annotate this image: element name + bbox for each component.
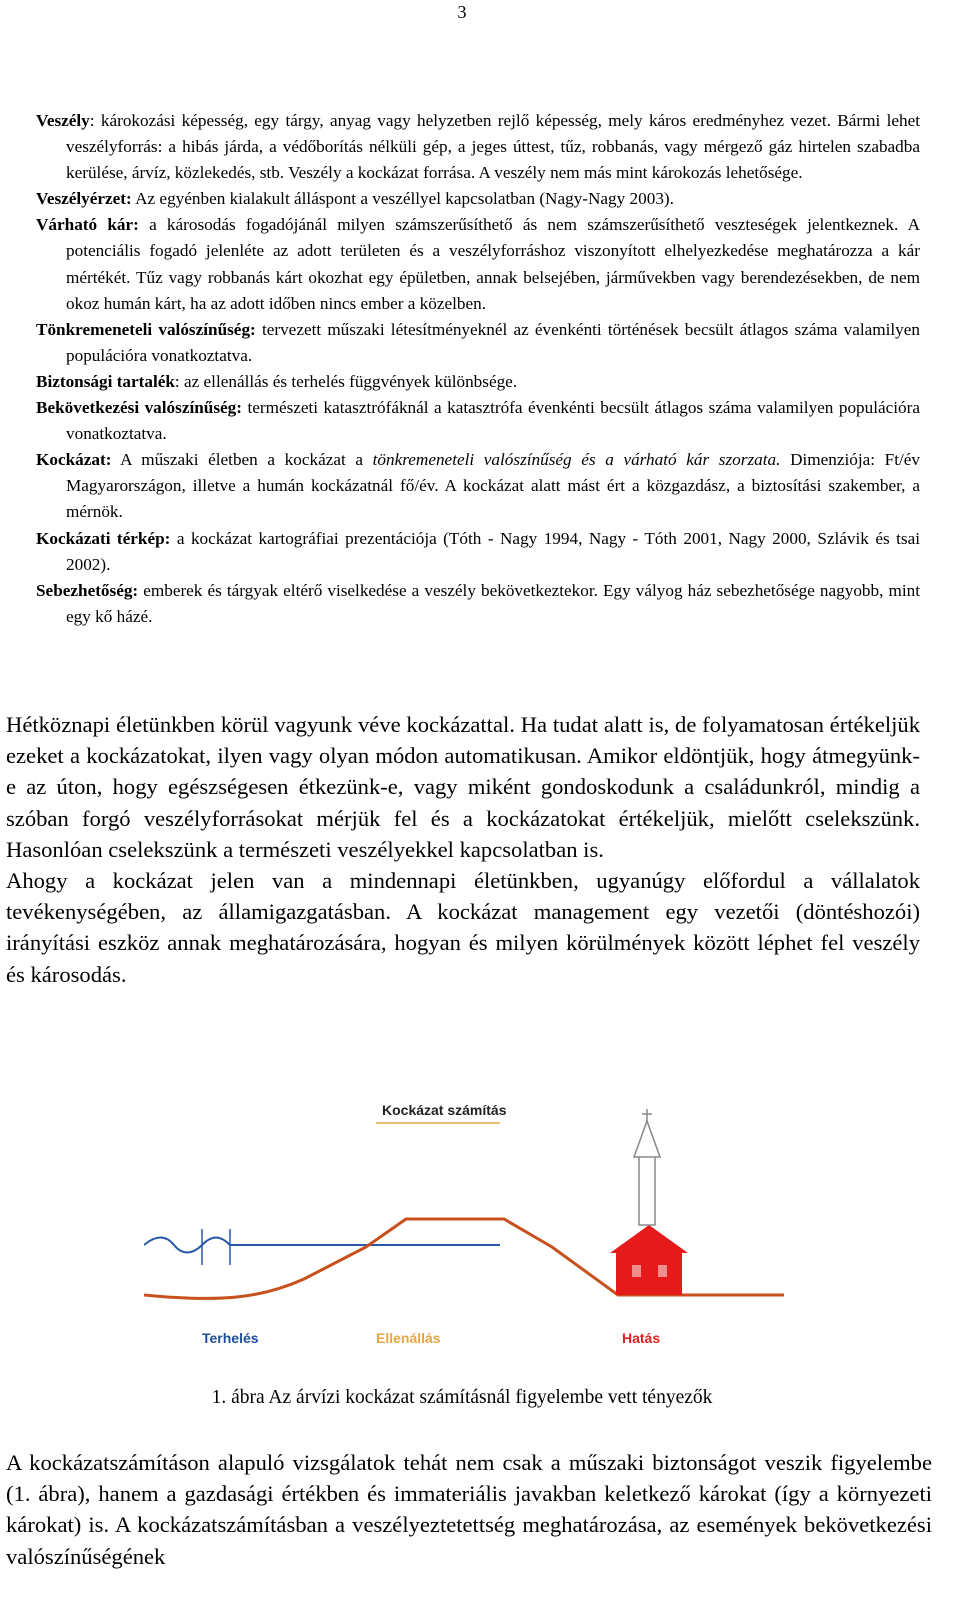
definition-kockazat <box>36 447 920 525</box>
term: Kockázati térkép: <box>36 528 171 548</box>
definition-text: : az ellenállás és terhelés függvények különbsége. <box>174 371 518 391</box>
page-number: 3 <box>457 2 467 22</box>
definition-bekovetkezesi <box>36 395 920 447</box>
term: Veszélyérzet: <box>36 189 132 209</box>
figure-title: Kockázat számítás <box>382 1102 507 1118</box>
definition-tonkremeneteli <box>36 317 920 369</box>
house-window <box>658 1265 667 1277</box>
definition-varhato-kar <box>36 212 920 316</box>
label-ellenallas: Ellenállás <box>376 1330 441 1346</box>
body-text-2 <box>6 1447 932 1572</box>
definition-text: a kockázat kartográfiai prezentációja (Tóth - Nagy 1994, Nagy - Tóth 2001, Nagy 2000, Szlávik és tsai 2002). <box>66 528 920 574</box>
flood-risk-diagram <box>144 1047 784 1385</box>
figure-caption: 1. ábra Az árvízi kockázat számításnál figyelembe vett tényezők <box>211 1387 713 1408</box>
term: Várható kár: <box>36 215 139 235</box>
body-text-1 <box>6 709 920 990</box>
definition-italic: tönkremeneteli valószínűség és a várható kár szorzata. <box>372 450 781 470</box>
house-roof <box>610 1225 688 1253</box>
definition-text: tervezett műszaki létesítményeknél az évenkénti történések becsült átlagos száma valamilyen populációra vonatkoztatva. <box>66 319 920 365</box>
definition-text: a károsodás fogadójánál milyen számszerűsíthető ás nem számszerűsíthető veszteségek jelentkeznek. A potenciális fogadó jelenléte az adott területen és a veszélyforráshoz viszonyított elhelyezkedése meghatározza a kár mértékét. Tűz vagy robbanás kárt okozhat egy épületben, annak belsejében, járművekben vagy berendezésekben, de nem okoz humán kárt, ha az adott időben nincs ember a közelben. <box>66 215 920 313</box>
definition-text: természeti katasztrófáknál a katasztrófa évenkénti becsült átlagos száma valamilyen populációra vonatkoztatva. <box>66 398 920 444</box>
term: Biztonsági tartalék <box>36 371 175 391</box>
term: Veszély <box>36 111 90 130</box>
label-terheles: Terhelés <box>202 1330 259 1346</box>
label-hatas: Hatás <box>622 1330 661 1346</box>
term: Kockázat: <box>36 450 112 470</box>
term: Sebezhetőség: <box>36 580 139 600</box>
definition-kockazati-terkep <box>36 526 920 578</box>
definition-text: Az egyénben kialakult álláspont a veszéllyel kapcsolatban (Nagy-Nagy 2003). <box>131 189 674 209</box>
paragraph: A kockázatszámításon alapuló vizsgálatok tehát nem csak a műszaki biztonságot veszik figyelembe (1. ábra), hanem a gazdasági értékben és immateriális javakban keletkező károkat (így a környezeti károkat) is. A kockázatszámításban a veszélyeztetettség meghatározása, az események bekövetkezési valószínűségének <box>6 1450 932 1569</box>
church-spire <box>634 1121 660 1157</box>
dike-profile <box>144 1219 784 1298</box>
definition-text: A műszaki életben a kockázat a <box>111 450 373 470</box>
definition-text: : károkozási képesség, egy tárgy, anyag vagy helyzetben rejlő képesség, mely káros eredményhez vezet. Bármi lehet veszélyforrás: a hibás járda, a védőborítás nélküli gép, a jeges úttest, tűz, robbanás, vagy mérgező gáz hirtelen szabadba kerülése, árvíz, közlekedés, stb. Veszély a kockázat forrása. A veszély nem más mint károkozás lehetősége. <box>66 111 920 183</box>
definition-text-rest: Dimenziója: Ft/év Magyarországon, illetve a humán kockázatnál fő/év. A kockázat alatt mást ért a közgazdász, a biztosítási szakember, a mérnök. <box>66 450 920 522</box>
flood-risk-figure <box>144 1047 784 1385</box>
term: Tönkremeneteli valószínűség: <box>36 319 256 339</box>
house-window <box>632 1265 641 1277</box>
definition-biztonsagi <box>36 369 920 395</box>
definitions-list <box>36 108 920 630</box>
definition-sebezhetoseg <box>36 578 920 630</box>
church-tower <box>639 1155 655 1225</box>
definition-veszelyerzet <box>36 186 920 212</box>
water-wave-icon <box>144 1238 230 1253</box>
house-wall <box>616 1251 682 1295</box>
definition-text: emberek és tárgyak eltérő viselkedése a veszély bekövetkeztekor. Egy vályog ház sebezhetősége nagyobb, mint egy kő házé. <box>66 580 920 626</box>
term: Bekövetkezési valószínűség: <box>36 398 242 418</box>
definition-veszely <box>36 108 920 186</box>
paragraph: Hétköznapi életünkben körül vagyunk véve kockázattal. Ha tudat alatt is, de folyamatosan értékeljük ezeket a kockázatokat, ilyen vagy olyan módon automatikusan. Amikor eldöntjük, hogy átmegyünk-e az úton, hogy egészségesen étkezünk-e, vagy miként gondoskodunk a családunkról, mindig a szóban forgó veszélyforrásokat mérjük fel és a kockázatokat értékeljük, mielőtt cselekszünk. Hasonlóan cselekszünk a természeti veszélyekkel kapcsolatban is. <box>6 712 920 862</box>
paragraph: Ahogy a kockázat jelen van a mindennapi életünkben, ugyanúgy előfordul a vállalatok tevékenységében, az államigazgatásban. A kockázat management egy vezetői (döntéshozói) irányítási eszköz annak meghatározására, hogyan és milyen körülmények között léphet fel veszély és károsodás. <box>6 868 920 987</box>
